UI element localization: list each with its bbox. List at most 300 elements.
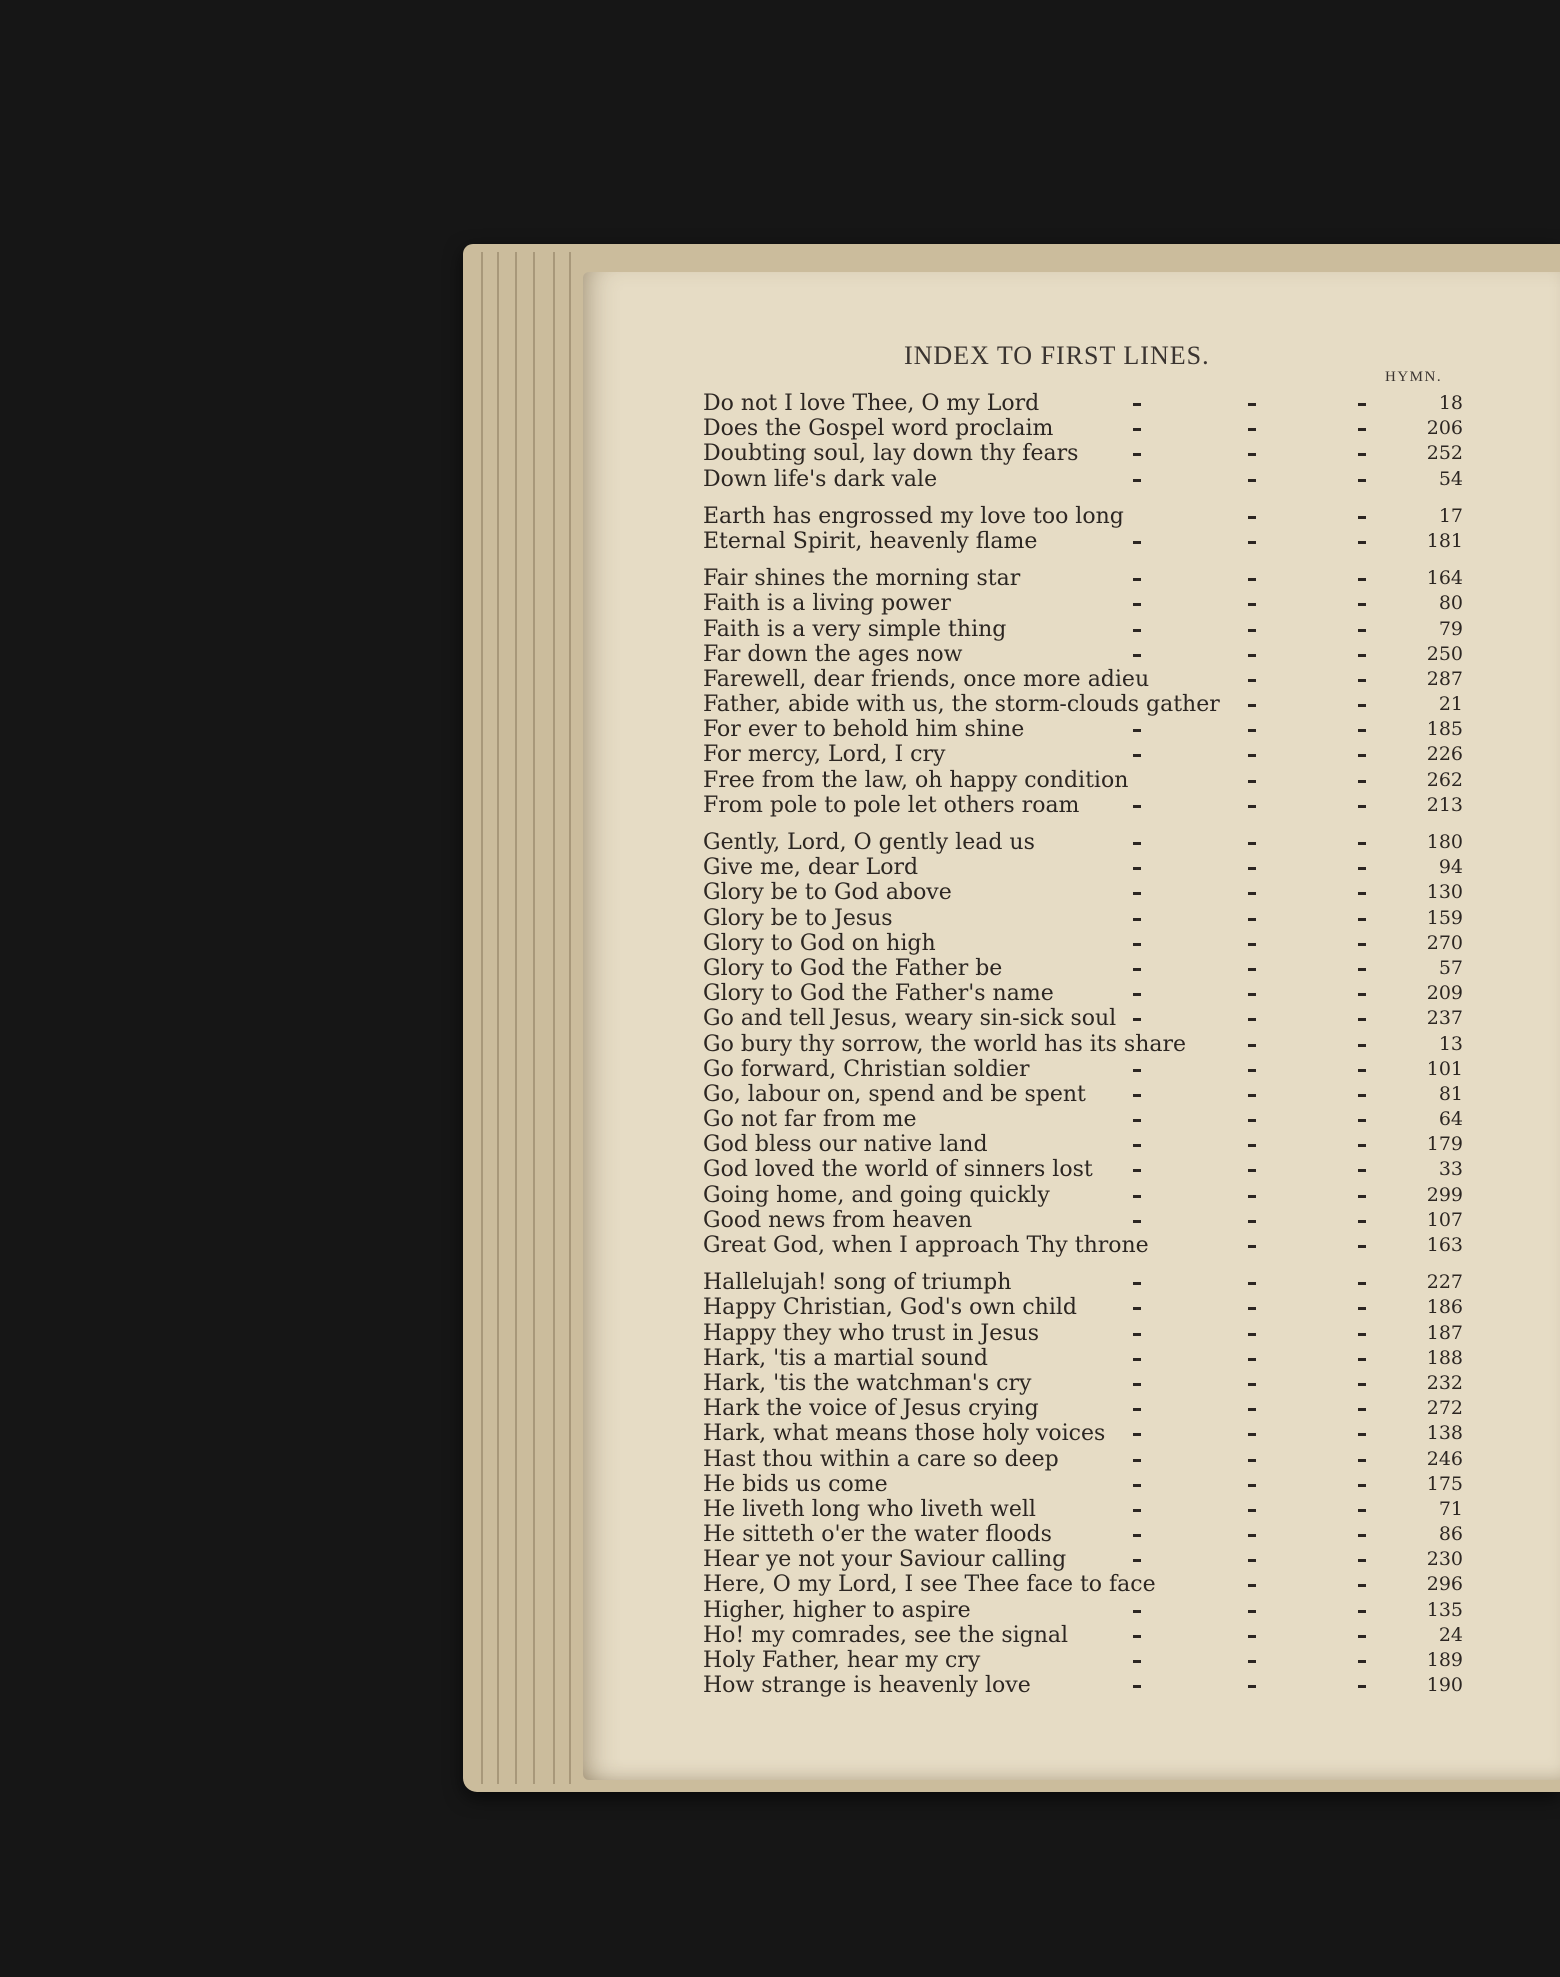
leader-dash xyxy=(1358,1534,1366,1537)
leader-dash xyxy=(1133,1333,1141,1336)
leader-dash xyxy=(1358,780,1366,783)
first-line-text: Down life's dark vale xyxy=(703,466,938,492)
leader-dash xyxy=(1133,892,1141,895)
leader-dash xyxy=(1358,1635,1366,1638)
leader-dash xyxy=(1358,1169,1366,1172)
leader-dash xyxy=(1248,516,1256,519)
first-line-text: For ever to behold him shine xyxy=(703,717,1025,743)
hymn-number: 230 xyxy=(1426,1548,1463,1571)
leader-dash xyxy=(1248,1660,1256,1663)
leader-dash xyxy=(1358,1195,1366,1198)
first-line-text: Good news from heaven xyxy=(703,1207,973,1233)
hymn-number: 227 xyxy=(1426,1271,1463,1294)
first-line-text: Here, O my Lord, I see Thee face to face xyxy=(703,1572,1156,1598)
leader-dash xyxy=(1358,1660,1366,1663)
index-entry xyxy=(703,1157,1463,1182)
hymn-number: 18 xyxy=(1438,392,1463,414)
leader-dash xyxy=(1133,1094,1141,1097)
leader-dash xyxy=(1358,892,1366,895)
leader-dash xyxy=(1248,1333,1256,1336)
hymn-number: 262 xyxy=(1426,768,1463,791)
index-entry xyxy=(703,1522,1463,1547)
leader-dash xyxy=(1358,704,1366,707)
hymn-number: 179 xyxy=(1426,1133,1463,1156)
page-edge xyxy=(569,252,571,1784)
leader-dash xyxy=(1133,918,1141,921)
leader-dash xyxy=(1133,1408,1141,1411)
hymn-number: 159 xyxy=(1426,906,1463,929)
first-line-text: Hast thou within a care so deep xyxy=(703,1446,1059,1472)
index-entry xyxy=(703,855,1463,880)
leader-dash xyxy=(1133,1069,1141,1072)
leader-dash xyxy=(1248,1584,1256,1587)
hymn-number: 246 xyxy=(1426,1447,1463,1470)
leader-dash xyxy=(1358,968,1366,971)
index-entry xyxy=(703,566,1463,591)
leader-dash xyxy=(1358,453,1366,456)
index-entry xyxy=(703,617,1463,642)
first-line-text: Father, abide with us, the storm-clouds gather xyxy=(703,692,1220,718)
leader-dash xyxy=(1248,1220,1256,1223)
index-entry xyxy=(703,642,1463,667)
hymn-number: 226 xyxy=(1426,743,1463,766)
index-entry xyxy=(703,591,1463,616)
first-line-text: Earth has engrossed my love too long xyxy=(703,503,1124,529)
leader-dash xyxy=(1133,629,1141,632)
leader-dash xyxy=(1133,1144,1141,1147)
index-entry xyxy=(703,1598,1463,1623)
hymn-number: 296 xyxy=(1426,1573,1463,1596)
index-entry xyxy=(703,981,1463,1006)
first-line-text: Go forward, Christian soldier xyxy=(703,1056,1030,1082)
first-line-text: He liveth long who liveth well xyxy=(703,1496,1036,1522)
hymn-number: 213 xyxy=(1426,793,1463,816)
leader-dash xyxy=(1133,403,1141,406)
hymn-number: 94 xyxy=(1438,856,1463,879)
first-line-text: For mercy, Lord, I cry xyxy=(703,742,946,768)
leader-dash xyxy=(1133,453,1141,456)
first-line-text: Great God, when I approach Thy throne xyxy=(703,1233,1149,1258)
first-line-text: Do not I love Thee, O my Lord xyxy=(703,391,1040,416)
leader-dash xyxy=(1248,1610,1256,1613)
leader-dash xyxy=(1248,1169,1256,1172)
page-edge xyxy=(533,252,535,1784)
leader-dash xyxy=(1248,654,1256,657)
leader-dash xyxy=(1248,1094,1256,1097)
leader-dash xyxy=(1358,1282,1366,1285)
first-line-text: How strange is heavenly love xyxy=(703,1673,1031,1699)
leader-dash xyxy=(1248,1144,1256,1147)
hymn-number: 71 xyxy=(1438,1497,1463,1520)
hymn-number: 64 xyxy=(1438,1108,1463,1131)
leader-dash xyxy=(1248,1245,1256,1248)
first-line-text: He sitteth o'er the water floods xyxy=(703,1522,1052,1548)
leader-dash xyxy=(1358,1610,1366,1613)
leader-dash xyxy=(1133,968,1141,971)
leader-dash xyxy=(1248,453,1256,456)
hymn-number: 21 xyxy=(1438,693,1463,716)
index-entry xyxy=(703,1472,1463,1497)
leader-dash xyxy=(1133,541,1141,544)
hymn-number: 206 xyxy=(1426,417,1463,440)
leader-dash xyxy=(1133,479,1141,482)
leader-dash xyxy=(1358,679,1366,682)
leader-dash xyxy=(1248,403,1256,406)
leader-dash xyxy=(1133,1559,1141,1562)
hymn-number: 237 xyxy=(1426,1007,1463,1030)
index-entry xyxy=(703,416,1463,441)
first-line-text: Hark, what means those holy voices xyxy=(703,1421,1106,1447)
leader-dash xyxy=(1358,729,1366,732)
leader-dash xyxy=(1358,1358,1366,1361)
hymn-number: 54 xyxy=(1438,467,1463,490)
hymn-column-label: HYMN. xyxy=(1385,369,1443,385)
index-entry xyxy=(703,906,1463,931)
leader-dash xyxy=(1133,729,1141,732)
index-entry xyxy=(703,1032,1463,1057)
leader-dash xyxy=(1248,943,1256,946)
first-line-text: He bids us come xyxy=(703,1471,888,1497)
hymn-number: 81 xyxy=(1438,1082,1463,1105)
hymn-number: 190 xyxy=(1426,1674,1463,1697)
hymn-number: 180 xyxy=(1426,831,1463,853)
leader-dash xyxy=(1133,943,1141,946)
leader-dash xyxy=(1358,1383,1366,1386)
leader-dash xyxy=(1248,1069,1256,1072)
hymn-number: 138 xyxy=(1426,1422,1463,1445)
leader-dash xyxy=(1248,729,1256,732)
leader-dash xyxy=(1248,1459,1256,1462)
leader-dash xyxy=(1358,1119,1366,1122)
leader-dash xyxy=(1133,805,1141,808)
leader-dash xyxy=(1358,805,1366,808)
index-entry xyxy=(703,1421,1463,1446)
leader-dash xyxy=(1133,1220,1141,1223)
leader-dash xyxy=(1248,1408,1256,1411)
leader-dash xyxy=(1248,805,1256,808)
index-entry xyxy=(703,1623,1463,1648)
leader-dash xyxy=(1133,1383,1141,1386)
leader-dash xyxy=(1248,918,1256,921)
leader-dash xyxy=(1358,867,1366,870)
first-line-text: Hallelujah! song of triumph xyxy=(703,1270,1012,1296)
leader-dash xyxy=(1248,842,1256,845)
leader-dash xyxy=(1248,1383,1256,1386)
leader-dash xyxy=(1248,428,1256,431)
index-entry xyxy=(703,441,1463,466)
leader-dash xyxy=(1248,541,1256,544)
leader-dash xyxy=(1248,578,1256,581)
leader-dash xyxy=(1358,403,1366,406)
leader-dash xyxy=(1133,428,1141,431)
first-line-text: Doubting soul, lay down thy fears xyxy=(703,441,1079,467)
leader-dash xyxy=(1248,993,1256,996)
leader-dash xyxy=(1358,578,1366,581)
page-edge xyxy=(553,252,555,1784)
leader-dash xyxy=(1248,603,1256,606)
hymn-number: 130 xyxy=(1426,881,1463,904)
first-line-text: Go bury thy sorrow, the world has its share xyxy=(703,1031,1187,1057)
index-entry xyxy=(703,504,1463,529)
leader-dash xyxy=(1133,578,1141,581)
page-edge xyxy=(515,252,517,1784)
first-line-text: Glory be to Jesus xyxy=(703,905,893,931)
leader-dash xyxy=(1358,1509,1366,1512)
leader-dash xyxy=(1358,1094,1366,1097)
first-line-text: Glory to God the Father be xyxy=(703,955,1003,981)
leader-dash xyxy=(1358,1245,1366,1248)
first-line-text: Go and tell Jesus, weary sin-sick soul xyxy=(703,1006,1117,1032)
hymn-number: 24 xyxy=(1438,1623,1463,1646)
leader-dash xyxy=(1358,479,1366,482)
hymn-number: 185 xyxy=(1426,718,1463,741)
hymn-number: 163 xyxy=(1426,1234,1463,1256)
leader-dash xyxy=(1358,918,1366,921)
index-entry xyxy=(703,1132,1463,1157)
hymn-number: 107 xyxy=(1426,1208,1463,1231)
hymn-number: 175 xyxy=(1426,1472,1463,1495)
index-entry xyxy=(703,1497,1463,1522)
leader-dash xyxy=(1358,1559,1366,1562)
hymn-number: 299 xyxy=(1426,1183,1463,1206)
hymn-number: 189 xyxy=(1426,1649,1463,1671)
first-line-text: Free from the law, oh happy condition xyxy=(703,767,1129,793)
leader-dash xyxy=(1358,1433,1366,1436)
first-line-text: Happy they who trust in Jesus xyxy=(703,1320,1040,1346)
leader-dash xyxy=(1133,1685,1141,1688)
first-line-text: God loved the world of sinners lost xyxy=(703,1157,1093,1183)
first-line-text: Farewell, dear friends, once more adieu xyxy=(703,666,1150,692)
index-entry xyxy=(703,768,1463,793)
leader-dash xyxy=(1358,629,1366,632)
index-entry xyxy=(703,1447,1463,1472)
leader-dash xyxy=(1133,1358,1141,1361)
first-line-text: Hark, 'tis the watchman's cry xyxy=(703,1370,1032,1396)
first-line-text: Hark the voice of Jesus crying xyxy=(703,1396,1039,1422)
hymn-number: 181 xyxy=(1426,529,1463,552)
leader-dash xyxy=(1133,1018,1141,1021)
first-line-text: Glory be to God above xyxy=(703,880,952,906)
leader-dash xyxy=(1248,704,1256,707)
leader-dash xyxy=(1133,1307,1141,1310)
index-entry xyxy=(703,1057,1463,1082)
leader-dash xyxy=(1358,1685,1366,1688)
leader-dash xyxy=(1248,479,1256,482)
index-entry xyxy=(703,391,1463,416)
leader-dash xyxy=(1358,1484,1366,1487)
index-entry xyxy=(703,1183,1463,1208)
index-entry xyxy=(703,1006,1463,1031)
leader-dash xyxy=(1133,1282,1141,1285)
first-line-text: From pole to pole let others roam xyxy=(703,792,1080,818)
index-entry xyxy=(703,931,1463,956)
leader-dash xyxy=(1358,1144,1366,1147)
first-line-text: Hear ye not your Saviour calling xyxy=(703,1547,1067,1573)
hymn-number: 232 xyxy=(1426,1371,1463,1394)
leader-dash xyxy=(1248,892,1256,895)
leader-dash xyxy=(1248,754,1256,757)
hymn-number: 33 xyxy=(1438,1158,1463,1181)
leader-dash xyxy=(1358,1459,1366,1462)
leader-dash xyxy=(1133,1484,1141,1487)
leader-dash xyxy=(1248,1559,1256,1562)
index-entry xyxy=(703,667,1463,692)
first-line-text: Going home, and going quickly xyxy=(703,1182,1050,1208)
leader-dash xyxy=(1248,629,1256,632)
leader-dash xyxy=(1248,1635,1256,1638)
leader-dash xyxy=(1133,1195,1141,1198)
page-edge xyxy=(497,252,499,1784)
leader-dash xyxy=(1358,1408,1366,1411)
hymn-number: 209 xyxy=(1426,982,1463,1005)
leader-dash xyxy=(1133,654,1141,657)
leader-dash xyxy=(1248,1195,1256,1198)
first-line-text: Gently, Lord, O gently lead us xyxy=(703,830,1035,855)
leader-dash xyxy=(1358,1307,1366,1310)
leader-dash xyxy=(1358,1220,1366,1223)
first-line-text: Higher, higher to aspire xyxy=(703,1597,971,1623)
leader-dash xyxy=(1248,679,1256,682)
hymn-number: 86 xyxy=(1438,1523,1463,1546)
leader-dash xyxy=(1358,428,1366,431)
leader-dash xyxy=(1133,1169,1141,1172)
leader-dash xyxy=(1248,1307,1256,1310)
leader-dash xyxy=(1133,603,1141,606)
index-entry xyxy=(703,880,1463,905)
index-entry xyxy=(703,467,1463,492)
leader-dash xyxy=(1358,516,1366,519)
first-line-text: Glory to God the Father's name xyxy=(703,981,1054,1007)
index-entry xyxy=(703,1371,1463,1396)
index-entry xyxy=(703,1107,1463,1132)
index-entry xyxy=(703,1233,1463,1258)
first-line-text: Faith is a very simple thing xyxy=(703,616,1007,642)
leader-dash xyxy=(1248,1484,1256,1487)
leader-dash xyxy=(1133,842,1141,845)
hymn-number: 272 xyxy=(1426,1397,1463,1420)
leader-dash xyxy=(1358,993,1366,996)
leader-dash xyxy=(1133,1509,1141,1512)
leader-dash xyxy=(1248,1119,1256,1122)
index-entry xyxy=(703,1208,1463,1233)
index-entry xyxy=(703,956,1463,981)
leader-dash xyxy=(1248,1282,1256,1285)
index-entry xyxy=(703,717,1463,742)
first-line-text: Go not far from me xyxy=(703,1107,917,1133)
index-entry xyxy=(703,793,1463,818)
first-line-text: Holy Father, hear my cry xyxy=(703,1648,981,1673)
index-list xyxy=(703,391,1463,1698)
leader-dash xyxy=(1133,1660,1141,1663)
hymn-number: 17 xyxy=(1438,504,1463,527)
leader-dash xyxy=(1133,1433,1141,1436)
leader-dash xyxy=(1133,867,1141,870)
leader-dash xyxy=(1248,867,1256,870)
leader-dash xyxy=(1133,1459,1141,1462)
leader-dash xyxy=(1248,1044,1256,1047)
index-entry xyxy=(703,830,1463,855)
leader-dash xyxy=(1133,1635,1141,1638)
hymn-number: 135 xyxy=(1426,1598,1463,1621)
leader-dash xyxy=(1133,1119,1141,1122)
first-line-text: Far down the ages now xyxy=(703,641,963,667)
index-entry xyxy=(703,1321,1463,1346)
first-line-text: Fair shines the morning star xyxy=(703,566,1021,592)
hymn-number: 57 xyxy=(1438,956,1463,979)
first-line-text: Glory to God on high xyxy=(703,930,936,956)
leader-dash xyxy=(1358,541,1366,544)
hymn-number: 79 xyxy=(1438,617,1463,640)
leader-dash xyxy=(1248,1509,1256,1512)
leader-dash xyxy=(1248,1018,1256,1021)
leader-dash xyxy=(1133,754,1141,757)
hymn-number: 250 xyxy=(1426,642,1463,665)
first-line-text: Happy Christian, God's own child xyxy=(703,1295,1077,1321)
leader-dash xyxy=(1358,1018,1366,1021)
leader-dash xyxy=(1248,968,1256,971)
first-line-text: Ho! my comrades, see the signal xyxy=(703,1622,1069,1648)
index-entry xyxy=(703,529,1463,554)
hymn-number: 187 xyxy=(1426,1321,1463,1344)
page-edge xyxy=(481,252,483,1784)
index-entry xyxy=(703,1346,1463,1371)
leader-dash xyxy=(1358,1333,1366,1336)
index-entry xyxy=(703,1295,1463,1320)
hymn-number: 287 xyxy=(1426,667,1463,690)
leader-dash xyxy=(1248,1685,1256,1688)
index-entry xyxy=(703,1396,1463,1421)
leader-dash xyxy=(1248,780,1256,783)
first-line-text: Does the Gospel word proclaim xyxy=(703,416,1054,442)
index-entry xyxy=(703,1648,1463,1673)
leader-dash xyxy=(1133,1610,1141,1613)
hymn-number: 270 xyxy=(1426,931,1463,954)
hymn-number: 80 xyxy=(1438,592,1463,615)
index-entry xyxy=(703,1270,1463,1295)
hymn-number: 186 xyxy=(1426,1296,1463,1319)
leader-dash xyxy=(1358,943,1366,946)
index-entry xyxy=(703,1572,1463,1597)
leader-dash xyxy=(1248,1358,1256,1361)
leader-dash xyxy=(1358,1584,1366,1587)
leader-dash xyxy=(1358,1044,1366,1047)
leader-dash xyxy=(1358,842,1366,845)
index-entry xyxy=(703,1673,1463,1698)
first-line-text: God bless our native land xyxy=(703,1132,988,1158)
leader-dash xyxy=(1133,1534,1141,1537)
page-title: INDEX TO FIRST LINES. xyxy=(904,341,1210,370)
first-line-text: Eternal Spirit, heavenly flame xyxy=(703,528,1038,554)
hymn-number: 164 xyxy=(1426,567,1463,590)
leader-dash xyxy=(1133,993,1141,996)
first-line-text: Go, labour on, spend and be spent xyxy=(703,1081,1086,1107)
index-entry xyxy=(703,742,1463,767)
leader-dash xyxy=(1248,1534,1256,1537)
leader-dash xyxy=(1358,754,1366,757)
leader-dash xyxy=(1248,1433,1256,1436)
leader-dash xyxy=(1358,1069,1366,1072)
hymn-number: 188 xyxy=(1426,1346,1463,1369)
leader-dash xyxy=(1358,654,1366,657)
first-line-text: Faith is a living power xyxy=(703,591,951,617)
hymn-number: 101 xyxy=(1426,1057,1463,1080)
leader-dash xyxy=(1358,603,1366,606)
first-line-text: Give me, dear Lord xyxy=(703,855,919,881)
first-line-text: Hark, 'tis a martial sound xyxy=(703,1345,988,1371)
index-entry xyxy=(703,1082,1463,1107)
hymn-number: 252 xyxy=(1426,442,1463,465)
index-entry xyxy=(703,692,1463,717)
